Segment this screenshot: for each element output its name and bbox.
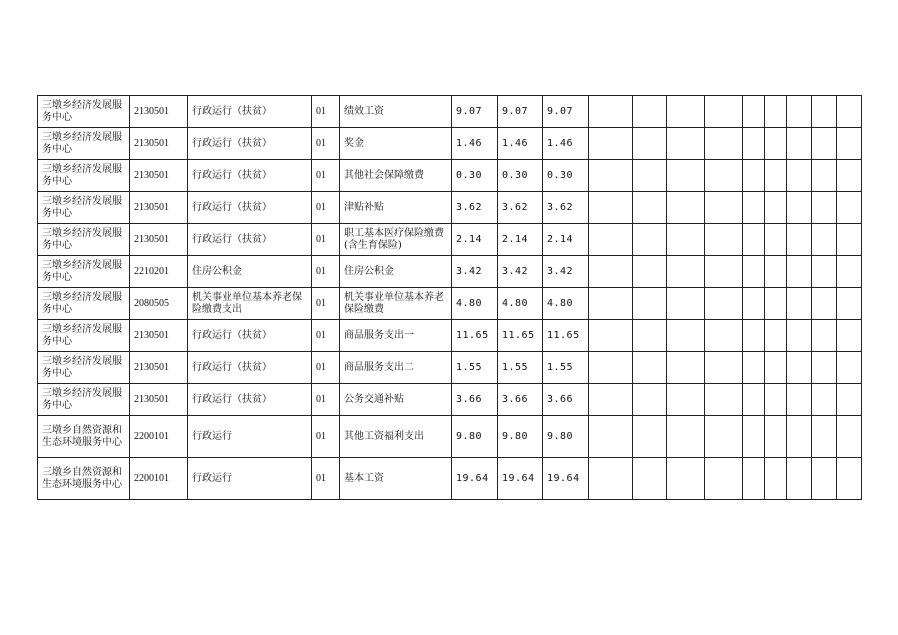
empty-cell xyxy=(787,416,812,458)
function-name-cell: 行政运行（扶贫） xyxy=(188,224,312,256)
empty-cell xyxy=(589,96,633,128)
economic-code-cell: 01 xyxy=(312,384,340,416)
empty-cell xyxy=(667,416,705,458)
empty-cell xyxy=(812,192,837,224)
empty-cell xyxy=(787,224,812,256)
empty-cell xyxy=(667,288,705,320)
economic-code-cell: 01 xyxy=(312,416,340,458)
amount-subtotal-cell: 3.62 xyxy=(498,192,543,224)
economic-name-cell: 机关事业单位基本养老保险缴费 xyxy=(340,288,452,320)
unit-cell: 三墩乡经济发展服务中心 xyxy=(38,288,130,320)
empty-cell xyxy=(667,384,705,416)
function-code-cell: 2200101 xyxy=(130,458,188,500)
empty-cell xyxy=(705,384,743,416)
amount-subtotal-cell: 9.07 xyxy=(498,96,543,128)
table-row xyxy=(38,352,862,384)
economic-name-cell: 职工基本医疗保险缴费(含生育保险) xyxy=(340,224,452,256)
empty-cell xyxy=(743,458,765,500)
amount-total-cell: 11.65 xyxy=(452,320,498,352)
amount-total-cell: 0.30 xyxy=(452,160,498,192)
empty-cell xyxy=(743,320,765,352)
unit-cell: 三墩乡自然资源和生态环境服务中心 xyxy=(38,416,130,458)
table-row xyxy=(38,256,862,288)
amount-subtotal-cell: 0.30 xyxy=(498,160,543,192)
table-row xyxy=(38,224,862,256)
empty-cell xyxy=(812,416,837,458)
empty-cell xyxy=(667,192,705,224)
amount-total-cell: 4.80 xyxy=(452,288,498,320)
empty-cell xyxy=(589,224,633,256)
empty-cell xyxy=(743,288,765,320)
empty-cell xyxy=(633,128,667,160)
empty-cell xyxy=(589,160,633,192)
amount-subtotal-cell: 3.66 xyxy=(498,384,543,416)
empty-cell xyxy=(765,288,787,320)
empty-cell xyxy=(705,352,743,384)
amount-subtotal-cell: 3.42 xyxy=(498,256,543,288)
empty-cell xyxy=(633,288,667,320)
table-body xyxy=(38,96,862,500)
empty-cell xyxy=(787,128,812,160)
function-code-cell: 2130501 xyxy=(130,192,188,224)
function-code-cell: 2130501 xyxy=(130,128,188,160)
amount-fiscal-cell: 9.07 xyxy=(543,96,589,128)
empty-cell xyxy=(812,224,837,256)
economic-name-cell: 公务交通补贴 xyxy=(340,384,452,416)
empty-cell xyxy=(765,384,787,416)
empty-cell xyxy=(589,458,633,500)
table-row xyxy=(38,160,862,192)
function-name-cell: 行政运行（扶贫） xyxy=(188,320,312,352)
empty-cell xyxy=(743,384,765,416)
empty-cell xyxy=(705,192,743,224)
economic-code-cell: 01 xyxy=(312,224,340,256)
amount-fiscal-cell: 3.66 xyxy=(543,384,589,416)
empty-cell xyxy=(633,416,667,458)
amount-subtotal-cell: 11.65 xyxy=(498,320,543,352)
empty-cell xyxy=(837,288,862,320)
empty-cell xyxy=(812,288,837,320)
empty-cell xyxy=(667,160,705,192)
amount-fiscal-cell: 4.80 xyxy=(543,288,589,320)
unit-cell: 三墩乡经济发展服务中心 xyxy=(38,224,130,256)
table-row xyxy=(38,288,862,320)
function-name-cell: 行政运行（扶贫） xyxy=(188,384,312,416)
empty-cell xyxy=(743,256,765,288)
amount-total-cell: 3.66 xyxy=(452,384,498,416)
function-name-cell: 机关事业单位基本养老保险缴费支出 xyxy=(188,288,312,320)
empty-cell xyxy=(787,320,812,352)
empty-cell xyxy=(765,128,787,160)
economic-code-cell: 01 xyxy=(312,288,340,320)
function-name-cell: 住房公积金 xyxy=(188,256,312,288)
empty-cell xyxy=(812,352,837,384)
amount-fiscal-cell: 2.14 xyxy=(543,224,589,256)
empty-cell xyxy=(667,128,705,160)
empty-cell xyxy=(667,96,705,128)
empty-cell xyxy=(812,256,837,288)
empty-cell xyxy=(837,256,862,288)
table-row xyxy=(38,416,862,458)
empty-cell xyxy=(787,458,812,500)
amount-fiscal-cell: 1.55 xyxy=(543,352,589,384)
empty-cell xyxy=(667,458,705,500)
unit-cell: 三墩乡经济发展服务中心 xyxy=(38,352,130,384)
function-code-cell: 2130501 xyxy=(130,384,188,416)
economic-code-cell: 01 xyxy=(312,256,340,288)
empty-cell xyxy=(705,96,743,128)
empty-cell xyxy=(633,192,667,224)
empty-cell xyxy=(743,128,765,160)
amount-subtotal-cell: 2.14 xyxy=(498,224,543,256)
empty-cell xyxy=(633,224,667,256)
economic-name-cell: 基本工资 xyxy=(340,458,452,500)
amount-total-cell: 1.55 xyxy=(452,352,498,384)
empty-cell xyxy=(837,384,862,416)
empty-cell xyxy=(589,416,633,458)
empty-cell xyxy=(705,256,743,288)
function-name-cell: 行政运行（扶贫） xyxy=(188,96,312,128)
empty-cell xyxy=(837,192,862,224)
amount-subtotal-cell: 1.46 xyxy=(498,128,543,160)
empty-cell xyxy=(837,224,862,256)
function-code-cell: 2130501 xyxy=(130,224,188,256)
empty-cell xyxy=(667,352,705,384)
empty-cell xyxy=(765,416,787,458)
empty-cell xyxy=(787,96,812,128)
function-code-cell: 2200101 xyxy=(130,416,188,458)
function-code-cell: 2130501 xyxy=(130,320,188,352)
empty-cell xyxy=(765,224,787,256)
empty-cell xyxy=(765,192,787,224)
amount-subtotal-cell: 9.80 xyxy=(498,416,543,458)
empty-cell xyxy=(589,384,633,416)
empty-cell xyxy=(812,384,837,416)
empty-cell xyxy=(705,224,743,256)
economic-code-cell: 01 xyxy=(312,192,340,224)
empty-cell xyxy=(589,320,633,352)
unit-cell: 三墩乡经济发展服务中心 xyxy=(38,160,130,192)
table-row xyxy=(38,320,862,352)
empty-cell xyxy=(589,256,633,288)
empty-cell xyxy=(787,288,812,320)
unit-cell: 三墩乡经济发展服务中心 xyxy=(38,256,130,288)
empty-cell xyxy=(633,352,667,384)
empty-cell xyxy=(633,458,667,500)
empty-cell xyxy=(787,192,812,224)
empty-cell xyxy=(837,352,862,384)
empty-cell xyxy=(812,160,837,192)
economic-code-cell: 01 xyxy=(312,320,340,352)
amount-fiscal-cell: 3.42 xyxy=(543,256,589,288)
empty-cell xyxy=(705,458,743,500)
amount-subtotal-cell: 1.55 xyxy=(498,352,543,384)
empty-cell xyxy=(787,352,812,384)
function-name-cell: 行政运行 xyxy=(188,416,312,458)
empty-cell xyxy=(812,320,837,352)
empty-cell xyxy=(633,384,667,416)
empty-cell xyxy=(633,96,667,128)
empty-cell xyxy=(837,96,862,128)
amount-fiscal-cell: 19.64 xyxy=(543,458,589,500)
table-row xyxy=(38,96,862,128)
empty-cell xyxy=(589,192,633,224)
empty-cell xyxy=(705,320,743,352)
empty-cell xyxy=(837,160,862,192)
table-row xyxy=(38,458,862,500)
function-code-cell: 2210201 xyxy=(130,256,188,288)
function-name-cell: 行政运行（扶贫） xyxy=(188,352,312,384)
empty-cell xyxy=(667,224,705,256)
economic-name-cell: 住房公积金 xyxy=(340,256,452,288)
economic-code-cell: 01 xyxy=(312,128,340,160)
amount-fiscal-cell: 0.30 xyxy=(543,160,589,192)
empty-cell xyxy=(765,458,787,500)
function-code-cell: 2080505 xyxy=(130,288,188,320)
amount-total-cell: 2.14 xyxy=(452,224,498,256)
empty-cell xyxy=(633,256,667,288)
amount-total-cell: 1.46 xyxy=(452,128,498,160)
empty-cell xyxy=(705,128,743,160)
amount-subtotal-cell: 4.80 xyxy=(498,288,543,320)
empty-cell xyxy=(705,160,743,192)
unit-cell: 三墩乡自然资源和生态环境服务中心 xyxy=(38,458,130,500)
economic-name-cell: 奖金 xyxy=(340,128,452,160)
empty-cell xyxy=(837,128,862,160)
amount-total-cell: 3.42 xyxy=(452,256,498,288)
amount-total-cell: 9.07 xyxy=(452,96,498,128)
unit-cell: 三墩乡经济发展服务中心 xyxy=(38,192,130,224)
unit-cell: 三墩乡经济发展服务中心 xyxy=(38,96,130,128)
empty-cell xyxy=(765,160,787,192)
economic-name-cell: 商品服务支出二 xyxy=(340,352,452,384)
empty-cell xyxy=(589,128,633,160)
function-name-cell: 行政运行（扶贫） xyxy=(188,128,312,160)
amount-fiscal-cell: 9.80 xyxy=(543,416,589,458)
economic-code-cell: 01 xyxy=(312,458,340,500)
amount-fiscal-cell: 1.46 xyxy=(543,128,589,160)
empty-cell xyxy=(743,224,765,256)
empty-cell xyxy=(705,416,743,458)
economic-name-cell: 绩效工资 xyxy=(340,96,452,128)
function-code-cell: 2130501 xyxy=(130,160,188,192)
amount-fiscal-cell: 11.65 xyxy=(543,320,589,352)
economic-code-cell: 01 xyxy=(312,160,340,192)
amount-total-cell: 9.80 xyxy=(452,416,498,458)
empty-cell xyxy=(812,458,837,500)
empty-cell xyxy=(743,96,765,128)
economic-name-cell: 商品服务支出一 xyxy=(340,320,452,352)
unit-cell: 三墩乡经济发展服务中心 xyxy=(38,384,130,416)
empty-cell xyxy=(743,160,765,192)
empty-cell xyxy=(765,320,787,352)
empty-cell xyxy=(787,384,812,416)
empty-cell xyxy=(589,352,633,384)
economic-code-cell: 01 xyxy=(312,352,340,384)
unit-cell: 三墩乡经济发展服务中心 xyxy=(38,320,130,352)
empty-cell xyxy=(765,256,787,288)
economic-name-cell: 其他工资福利支出 xyxy=(340,416,452,458)
empty-cell xyxy=(837,416,862,458)
empty-cell xyxy=(765,352,787,384)
empty-cell xyxy=(765,96,787,128)
amount-subtotal-cell: 19.64 xyxy=(498,458,543,500)
empty-cell xyxy=(787,160,812,192)
budget-table xyxy=(37,95,862,500)
function-name-cell: 行政运行（扶贫） xyxy=(188,160,312,192)
economic-name-cell: 其他社会保障缴费 xyxy=(340,160,452,192)
table-row xyxy=(38,384,862,416)
table-row xyxy=(38,128,862,160)
empty-cell xyxy=(743,416,765,458)
empty-cell xyxy=(589,288,633,320)
empty-cell xyxy=(633,160,667,192)
empty-cell xyxy=(743,352,765,384)
amount-total-cell: 19.64 xyxy=(452,458,498,500)
empty-cell xyxy=(837,458,862,500)
amount-total-cell: 3.62 xyxy=(452,192,498,224)
function-name-cell: 行政运行（扶贫） xyxy=(188,192,312,224)
empty-cell xyxy=(812,96,837,128)
amount-fiscal-cell: 3.62 xyxy=(543,192,589,224)
empty-cell xyxy=(705,288,743,320)
empty-cell xyxy=(667,320,705,352)
empty-cell xyxy=(743,192,765,224)
empty-cell xyxy=(787,256,812,288)
empty-cell xyxy=(667,256,705,288)
function-code-cell: 2130501 xyxy=(130,352,188,384)
function-name-cell: 行政运行 xyxy=(188,458,312,500)
empty-cell xyxy=(837,320,862,352)
empty-cell xyxy=(812,128,837,160)
table-row xyxy=(38,192,862,224)
economic-name-cell: 津贴补贴 xyxy=(340,192,452,224)
function-code-cell: 2130501 xyxy=(130,96,188,128)
unit-cell: 三墩乡经济发展服务中心 xyxy=(38,128,130,160)
economic-code-cell: 01 xyxy=(312,96,340,128)
empty-cell xyxy=(633,320,667,352)
